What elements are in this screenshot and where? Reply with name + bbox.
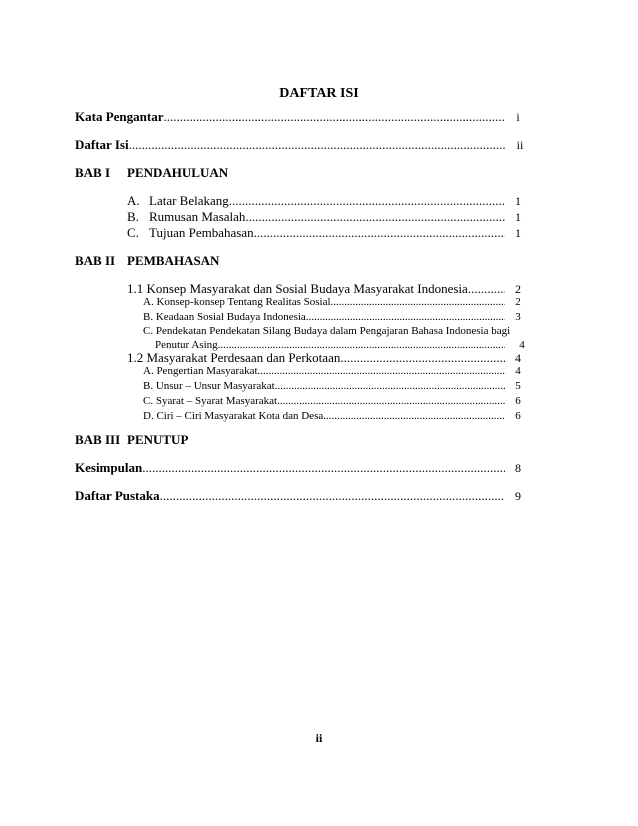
toc-entry-latar-belakang[interactable] — [127, 193, 505, 209]
toc-page-number: 1 — [515, 210, 521, 224]
toc-page-number: 6 — [515, 395, 521, 407]
toc-entry-syarat[interactable] — [143, 395, 505, 407]
toc-page-number: 4 — [515, 365, 521, 377]
dot-leader — [275, 380, 505, 392]
toc-entry-label: 1.2 Masyarakat Perdesaan dan Perkotaan — [127, 350, 341, 365]
toc-page-number: 2 — [515, 296, 521, 308]
footer-page-number: ii — [315, 731, 323, 745]
dot-leader — [331, 296, 505, 308]
dot-leader — [245, 209, 505, 225]
dot-leader — [229, 193, 505, 209]
toc-entry-label: Latar Belakang — [149, 193, 229, 208]
dot-leader — [142, 460, 505, 476]
toc-entry-label: C. Syarat – Syarat Masyarakat — [143, 395, 278, 407]
toc-page-number: 2 — [515, 282, 521, 296]
toc-entry-label: 1.1 Konsep Masyarakat dan Sosial Budaya Masyarakat Indonesia — [127, 281, 468, 296]
dot-leader — [254, 225, 505, 241]
toc-entry-label: A. Konsep-konsep Tentang Realitas Sosial — [143, 296, 331, 308]
toc-entry-label: Daftar Pustaka — [75, 488, 160, 503]
toc-page-number: 5 — [515, 380, 521, 392]
toc-page-number: 8 — [515, 461, 521, 475]
dot-leader — [306, 311, 505, 323]
toc-entry-ciri[interactable] — [143, 410, 505, 422]
toc-entry-label: D. Ciri – Ciri Masyarakat Kota dan Desa — [143, 410, 324, 422]
chapter-title: PEMBAHASAN — [127, 253, 220, 268]
item-letter: A. — [127, 193, 140, 208]
item-letter: B. — [127, 209, 139, 224]
toc-entry-tujuan-pembahasan[interactable] — [127, 225, 505, 241]
toc-page-number: 1 — [515, 226, 521, 240]
dot-leader — [258, 365, 505, 377]
toc-entry-label: Tujuan Pembahasan — [149, 225, 254, 240]
toc-page-number: ii — [516, 138, 524, 152]
toc-page-number: 9 — [515, 489, 521, 503]
toc-entry-label: B. Keadaan Sosial Budaya Indonesia — [143, 311, 306, 323]
toc-entry-label: Daftar Isi — [75, 137, 129, 152]
dot-leader — [160, 488, 505, 504]
toc-entry-pendekatan-line1[interactable]: C. Pendekatan Pendekatan Silang Budaya dalam Pengajaran Bahasa Indonesia bagi — [143, 325, 511, 337]
toc-entry-label: Rumusan Masalah — [149, 209, 246, 224]
toc-page-number: 1 — [515, 194, 521, 208]
toc-page-number: 4 — [519, 339, 525, 351]
toc-entry-label: B. Unsur – Unsur Masyarakat — [143, 380, 275, 392]
chapter-number: BAB I — [75, 165, 111, 180]
toc-page-number: 6 — [515, 410, 521, 422]
toc-page-number: 3 — [515, 311, 521, 323]
toc-entry-section-1-2[interactable] — [127, 350, 505, 366]
toc-entry-keadaan-sosial[interactable] — [143, 311, 505, 323]
toc-entry-kata-pengantar[interactable] — [75, 109, 505, 125]
toc-entry-label: Penutur Asing — [155, 339, 218, 351]
toc-entry-rumusan-masalah[interactable] — [127, 209, 505, 225]
dot-leader — [129, 137, 505, 153]
toc-entry-section-1-1[interactable] — [127, 281, 505, 297]
chapter-number: BAB II — [75, 253, 116, 268]
dot-leader — [277, 395, 505, 407]
toc-entry-label: A. Pengertian Masyarakat — [143, 365, 258, 377]
toc-entry-kesimpulan[interactable] — [75, 460, 505, 476]
toc-entry-label: Kesimpulan — [75, 460, 143, 475]
toc-entry-pengertian[interactable] — [143, 365, 505, 377]
dot-leader — [323, 410, 505, 422]
page-title: DAFTAR ISI — [279, 86, 359, 101]
toc-entry-unsur[interactable] — [143, 380, 505, 392]
toc-entry-label: Kata Pengantar — [75, 109, 164, 124]
dot-leader — [468, 281, 505, 297]
toc-page-number: 4 — [515, 351, 521, 365]
chapter-title: PENUTUP — [127, 432, 189, 447]
dot-leader — [163, 109, 505, 125]
toc-entry-konsep-realitas[interactable] — [143, 296, 505, 308]
chapter-title: PENDAHULUAN — [127, 165, 229, 180]
item-letter: C. — [127, 225, 139, 240]
dot-leader — [340, 350, 505, 366]
toc-entry-daftar-isi[interactable] — [75, 137, 505, 153]
chapter-number: BAB III — [75, 432, 121, 447]
toc-entry-daftar-pustaka[interactable] — [75, 488, 505, 504]
toc-page-number: i — [516, 110, 520, 124]
